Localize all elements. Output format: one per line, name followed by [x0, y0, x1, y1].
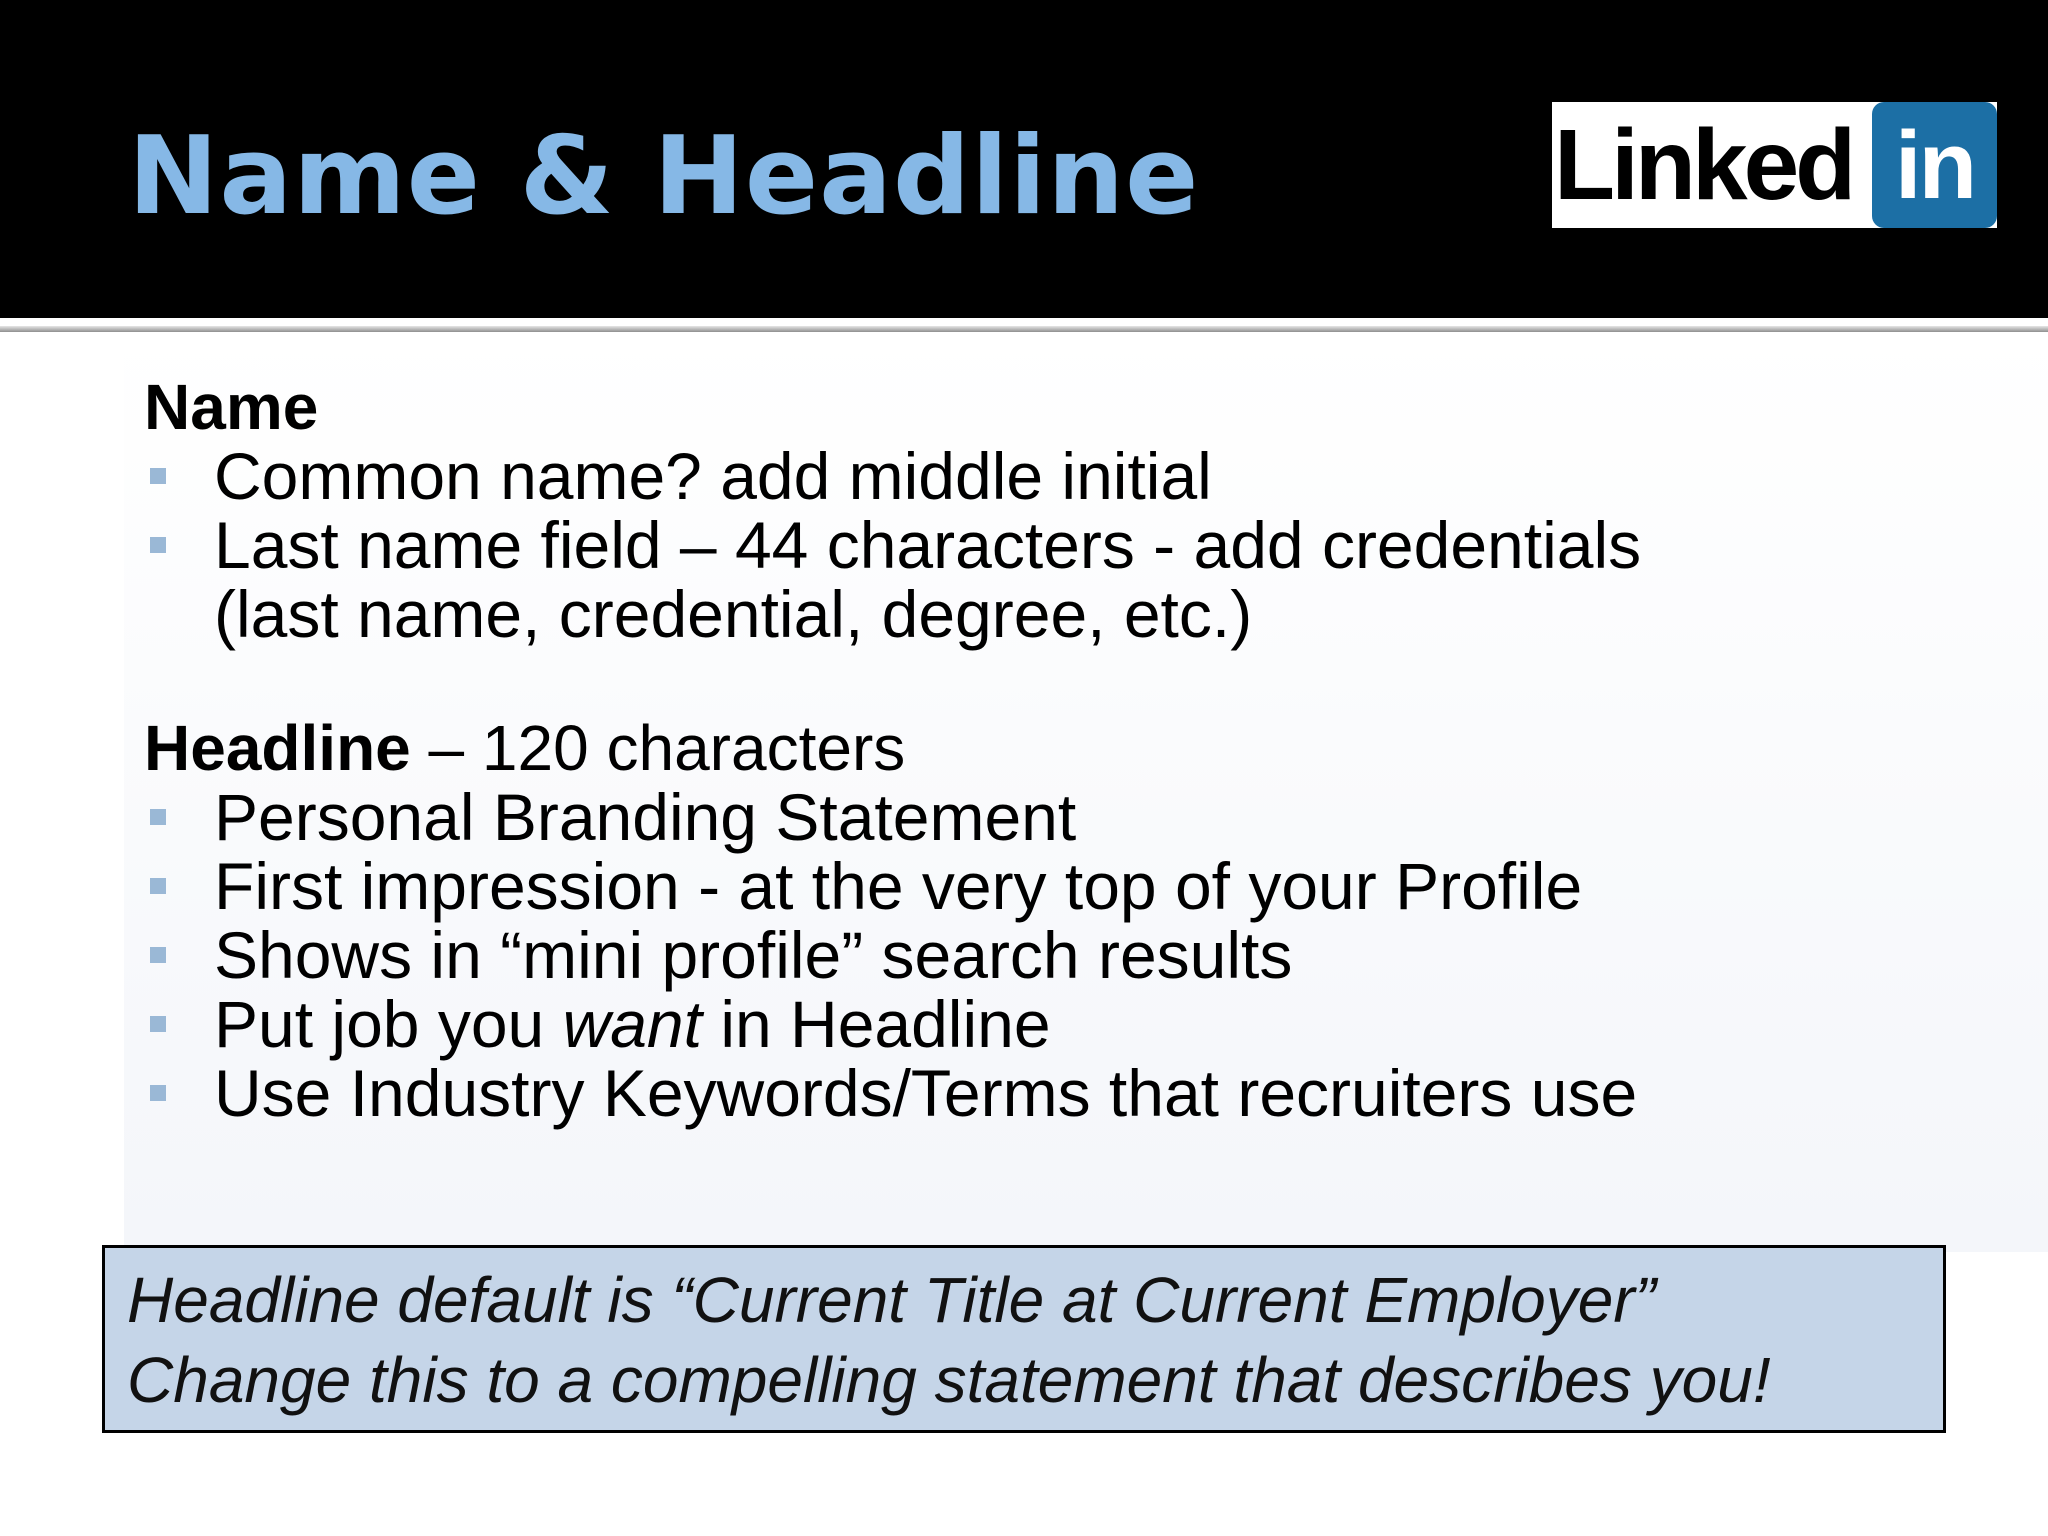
square-bullet-icon	[150, 1016, 166, 1032]
list-item	[0, 989, 2048, 1059]
headline-heading	[144, 713, 905, 783]
list-item	[0, 920, 2048, 990]
list-item	[0, 441, 2048, 511]
square-bullet-icon	[150, 878, 166, 894]
bullet-text	[214, 989, 1051, 1059]
list-item	[0, 510, 2048, 580]
headline-heading-label: Headline	[144, 712, 411, 784]
linkedin-logo	[1552, 102, 1997, 228]
logo-wordmark: Linked	[1554, 109, 1853, 221]
bullet-text: Last name field – 44 characters - add credentials	[214, 508, 1642, 582]
logo-badge: in	[1872, 102, 1997, 228]
name-heading	[144, 372, 318, 442]
bullet-text: Shows in “mini profile” search results	[214, 918, 1293, 992]
list-item	[0, 1058, 2048, 1128]
bullet-text: Personal Branding Statement	[214, 780, 1077, 854]
bullet-text-after: in Headline	[701, 987, 1051, 1061]
square-bullet-icon	[150, 1085, 166, 1101]
bullet-text: Common name? add middle initial	[214, 439, 1212, 513]
slide-title: Name & Headline	[128, 114, 1200, 239]
bullet-text: First impression - at the very top of your Profile	[214, 849, 1583, 923]
square-bullet-icon	[150, 809, 166, 825]
callout-line-2: Change this to a compelling statement that describes you!	[127, 1344, 1771, 1416]
square-bullet-icon	[150, 537, 166, 553]
callout-box	[102, 1245, 1946, 1433]
list-item	[0, 851, 2048, 921]
square-bullet-icon	[150, 468, 166, 484]
callout-line-1: Headline default is “Current Title at Current Employer”	[127, 1264, 1656, 1336]
bullet-text: Use Industry Keywords/Terms that recruiters use	[214, 1056, 1638, 1130]
bullet-continuation: (last name, credential, degree, etc.)	[214, 577, 1253, 651]
list-item	[0, 782, 2048, 852]
square-bullet-icon	[150, 947, 166, 963]
headline-heading-suffix: – 120 characters	[410, 712, 906, 784]
bullet-text-before: Put job you	[214, 987, 563, 1061]
bullet-text-emphasis: want	[562, 987, 702, 1061]
name-heading-label: Name	[144, 371, 319, 443]
